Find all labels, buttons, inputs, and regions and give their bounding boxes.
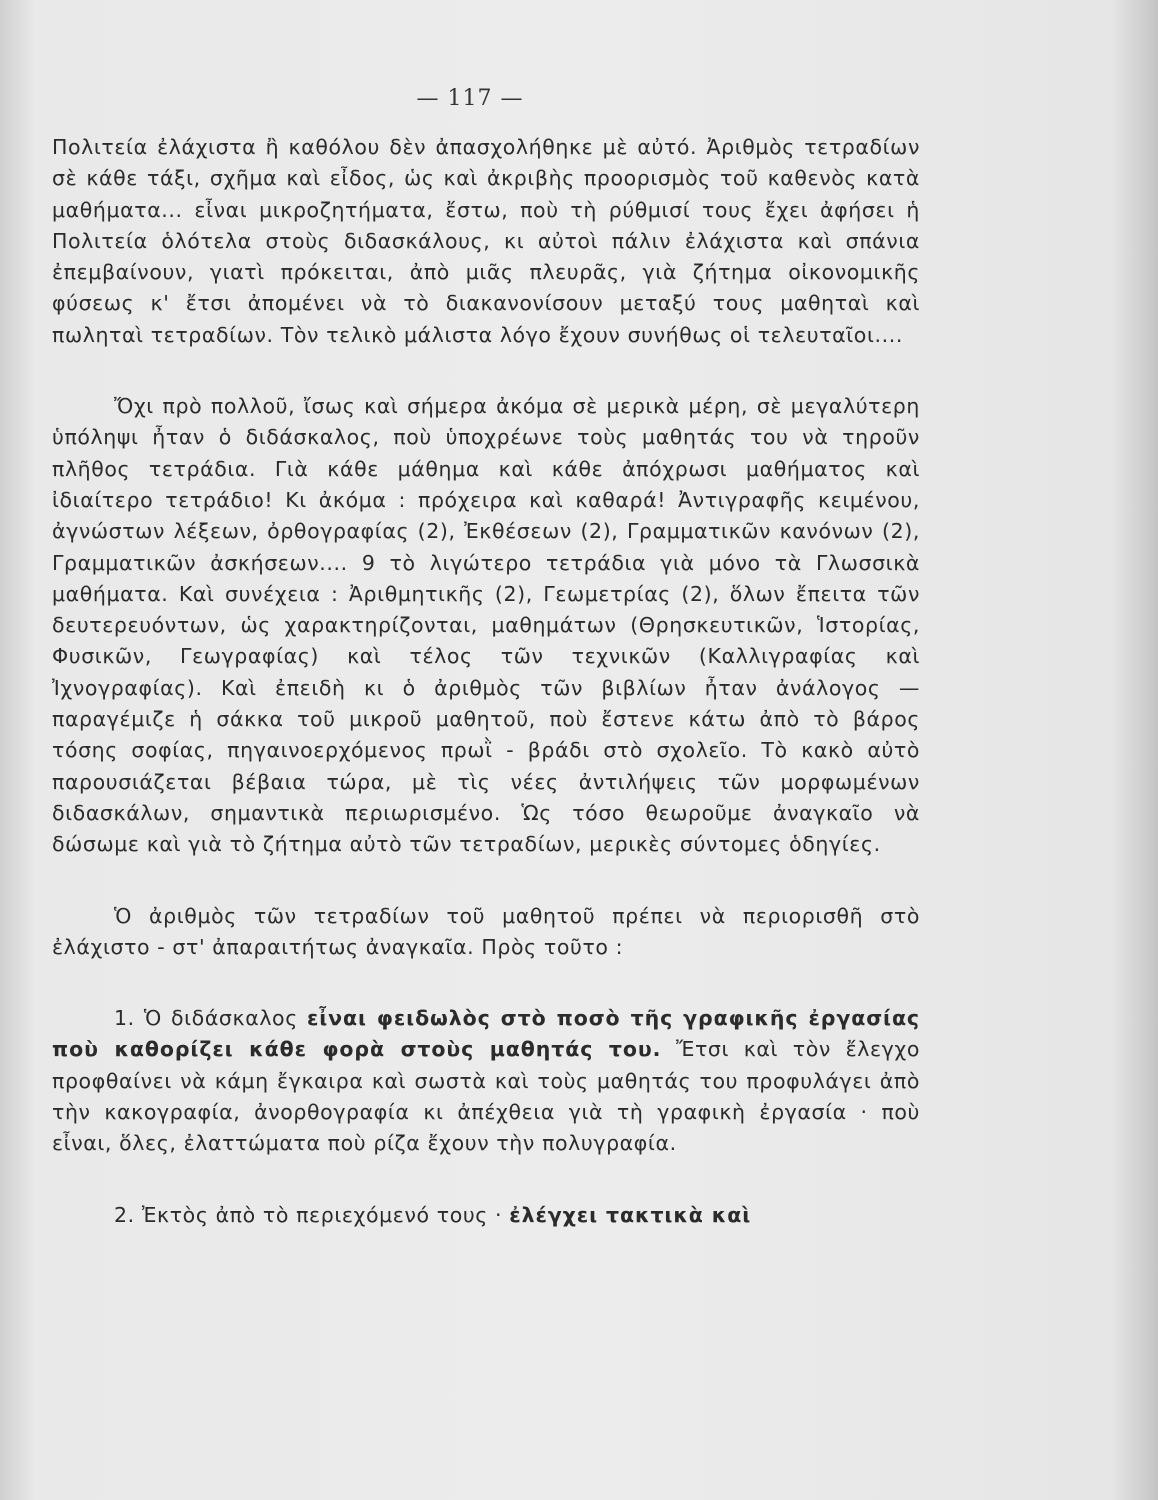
body-text: [52, 132, 920, 1231]
paragraph-notebooks-history: Ὄχι πρὸ πολλοῦ, ἴσως καὶ σήμερα ἀκόμα σὲ μερικὰ μέρη, σὲ μεγαλύτερη ὑπόληψι ἦταν ὁ διδάσκαλος, ποὺ ὑποχρέωνε τοὺς μαθητάς του νὰ τηροῦν πλῆθος τετράδια. Γιὰ κάθε μάθημα καὶ κάθε ἀπόχρωσι μαθήματος καὶ ἰδιαίτερο τετράδιο! Κι ἀκόμα : πρόχειρα καὶ καθαρά! Ἀντιγραφῆς κειμένου, ἀγνώστων λέξεων, ὀρθογραφίας (2), Ἐκθέσεων (2), Γραμματικῶν κανόνων (2), Γραμματικῶν ἀσκήσεων.... 9 τὸ λιγώτερο τετράδια γιὰ μόνο τὰ Γλωσσικὰ μαθήματα. Καὶ συνέχεια : Ἀριθμητικῆς (2), Γεωμετρίας (2), ὅλων ἔπειτα τῶν δευτερευόντων, ὡς χαρακτηρίζονται, μαθημάτων (Θρησκευτικῶν, Ἱστορίας, Φυσικῶν, Γεωγραφίας) καὶ τέλος τῶν τεχνικῶν (Καλλιγραφίας καὶ Ἰχνογραφίας). Καὶ ἐπειδὴ κι ὁ ἀριθμὸς τῶν βιβλίων ἦταν ἀνάλογος — παραγέμιζε ἡ σάκκα τοῦ μικροῦ μαθητοῦ, ποὺ ἔστενε κάτω ἀπὸ τὸ βάρος τόσης σοφίας, πηγαινοερχόμενος πρωῒ - βράδι στὸ σχολεῖο. Τὸ κακὸ αὐτὸ παρουσιάζεται βέβαια τώρα, μὲ τὶς νέες ἀντιλήψεις τῶν μορφωμένων διδασκάλων, σημαντικὰ περιωρισμένο. Ὡς τόσο θεωροῦμε ἀναγκαῖο νὰ δώσωμε καὶ γιὰ τὸ ζήτημα αὐτὸ τῶν τετραδίων, μερικὲς σύντομες ὁδηγίες.: [52, 394, 920, 857]
list-item-text: Ἔτσι καὶ τὸν ἔλεγχο προφθαίνει νὰ κάμη ἔγκαιρα καὶ σωστὰ καὶ τοὺς μαθητάς του προφυλάγει ἀπὸ τὴν κακογραφία, ἀνορθογραφία κι ἀπέχθεια γιὰ τὴ γραφικὴ ἐργασία · ποὺ εἶναι, ὅλες, ἐλαττώματα ποὺ ρίζα ἔχουν τὴν πολυγραφία.: [52, 1037, 920, 1156]
paragraph-notebook-count: Ὁ ἀριθμὸς τῶν τετραδίων τοῦ μαθητοῦ πρέπει νὰ περιορισθῆ στὸ ἐλάχιστο - στ' ἀπαραιτήτως ἀναγκαῖα. Πρὸς τοῦτο :: [52, 903, 920, 959]
list-item-emphasis: ἐλέγχει τακτικὰ καὶ: [509, 1202, 752, 1227]
page-number: — 117 —: [416, 86, 524, 111]
list-item-number: 2. Ἐκτὸς ἀπὸ τὸ περιεχόμενό τους ·: [114, 1202, 503, 1227]
list-item: [52, 1003, 920, 1159]
list-item-emphasis: εἶναι φειδωλὸς στὸ ποσὸ τῆς γραφικῆς ἐργασίας ποὺ καθορίζει κάθε φορὰ στοὺς μαθητάς του.: [52, 1006, 920, 1062]
list-item-number: 1. Ὁ διδάσκαλος: [114, 1006, 298, 1031]
list-item: [52, 1200, 920, 1231]
paragraph-continuation: Πολιτεία ἐλάχιστα ἢ καθόλου δὲν ἀπασχολήθηκε μὲ αὐτό. Ἀριθμὸς τετραδίων σὲ κάθε τάξι, σχῆμα καὶ εἶδος, ὡς καὶ ἀκριβὴς προορισμὸς τοῦ καθενὸς κατὰ μαθήματα... εἶναι μικροζητήματα, ἔστω, ποὺ τὴ ρύθμισί τους ἔχει ἀφήσει ἡ Πολιτεία ὁλότελα στοὺς διδασκάλους, κι αὐτοὶ πάλιν ἐλάχιστα καὶ σπάνια ἐπεμβαίνουν, γιατὶ πρόκειται, ἀπὸ μιᾶς πλευρᾶς, γιὰ ζήτημα οἰκονομικῆς φύσεως κ' ἔτσι ἀπομένει νὰ τὸ διακανονίσουν μεταξύ τους μαθηταὶ καὶ πωληταὶ τετραδίων. Τὸν τελικὸ μάλιστα λόγο ἔχουν συνήθως οἱ τελευταῖοι....: [52, 135, 920, 347]
